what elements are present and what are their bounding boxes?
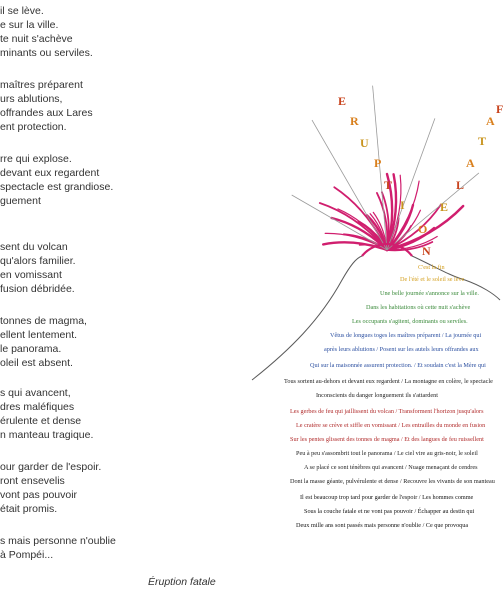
poem-line: ellent lentement. <box>0 329 78 341</box>
calligram-line: C'est la fin <box>418 264 445 271</box>
poem-line: vont pas pouvoir <box>0 489 78 501</box>
title-letter: T <box>384 178 393 192</box>
poem-line: minants ou serviles. <box>0 47 93 59</box>
calligram-line: Dans les habitations où cette nuit s'achève <box>366 304 471 311</box>
poem-line: s mais personne n'oublie <box>0 535 116 547</box>
title-letter: A <box>466 156 475 170</box>
calligram-poem-image <box>250 80 503 540</box>
calligram-line: Peu à peu s'assombrit tout le panorama / Le ciel vire au gris-noir, le soleil <box>296 450 478 457</box>
calligram-line: Il est beaucoup trop tard pour garder de l'espoir / Les hommes comme <box>300 494 474 501</box>
poem-line: à Pompéi... <box>0 549 54 561</box>
calligram-line: Qui sur la maisonnée assurent protection. / Et soudain c'est la Mère qui <box>310 362 486 369</box>
poem-line: urs ablutions, <box>0 93 63 105</box>
poem-line: dres maléfiques <box>0 401 75 413</box>
poem-line: il se lève. <box>0 5 44 17</box>
title-letter: N <box>422 244 431 258</box>
calligram-line: Les occupants s'agitent, dominants ou serviles. <box>352 318 468 325</box>
title-letter: I <box>400 198 405 212</box>
poem-line: sent du volcan <box>0 241 68 253</box>
title-letter: E <box>338 94 347 108</box>
poem-line: our garder de l'espoir. <box>0 461 102 473</box>
calligram-line: Une belle journée s'annonce sur la ville. <box>380 290 479 297</box>
poem-line: n manteau tragique. <box>0 429 94 441</box>
calligram-line: Sur les pentes glissent des tonnes de magma / Et des langues de feu ruissellent <box>290 436 484 443</box>
poem-line: maîtres préparent <box>0 79 83 91</box>
poem-line: érulente et dense <box>0 415 82 427</box>
poem-line: tonnes de magma, <box>0 315 87 327</box>
poem-line: ent protection. <box>0 121 67 133</box>
title-letter: L <box>456 178 465 192</box>
poem-line: était promis. <box>0 503 58 515</box>
calligram-line: De l'été et le soleil se lève <box>400 276 465 283</box>
poem-line: fusion débridée. <box>0 283 75 295</box>
poem-line: s qui avancent, <box>0 387 71 399</box>
calligram-line: après leurs ablutions / Posent sur les autels leurs offrandes aux <box>324 346 479 353</box>
title-letter: P <box>374 156 382 170</box>
calligram-line: Le cratère se crève et siffle en vomissant / Les entrailles du monde en fusion <box>296 422 486 429</box>
title-letter: F <box>496 102 503 116</box>
title-letter: U <box>360 136 369 150</box>
calligram-line: Sous la couche fatale et ne vont pas pouvoir / Échapper au destin qui <box>304 508 475 515</box>
title-letter: R <box>350 114 359 128</box>
poem-line: devant eux regardent <box>0 167 100 179</box>
poem-line: ront ensevelis <box>0 475 65 487</box>
calligram-line: Inconscients du danger longuement ils s'attardent <box>316 392 438 399</box>
poem-line: e sur la ville. <box>0 19 59 31</box>
poem-line: guement <box>0 195 41 207</box>
poem-line: te nuit s'achève <box>0 33 73 45</box>
poem-line: offrandes aux Lares <box>0 107 93 119</box>
poem-line: spectacle est grandiose. <box>0 181 114 193</box>
poem-line: oleil est absent. <box>0 357 73 369</box>
smoke-streak <box>312 120 387 250</box>
poem-line: le panorama. <box>0 343 62 355</box>
eruption-rays <box>292 86 479 251</box>
poem-line: en vomissant <box>0 269 62 281</box>
title-letter: T <box>478 134 487 148</box>
poem-line: rre qui explose. <box>0 153 72 165</box>
calligram-line: Vêtus de longues toges les maîtres préparent / La journée qui <box>330 332 482 339</box>
poem-line: qu'alors familier. <box>0 255 76 267</box>
calligram-line: Tous sortent au-dehors et devant eux regardent / La montagne en colère, le spectacle <box>284 378 493 385</box>
title-letter: E <box>440 200 449 214</box>
calligram-line: A se placé ce sont ténèbres qui avancent / Nuage menaçant de cendres <box>304 464 478 471</box>
title-letter: O <box>418 222 428 236</box>
calligram-line: Dont la masse géante, pulvérulente et dense / Recouvre les vivants de son manteau <box>290 478 495 485</box>
title-letter: A <box>486 114 495 128</box>
image-caption: Éruption fatale <box>148 576 216 588</box>
calligram-line: Les gerbes de feu qui jaillissent du volcan / Transforment l'horizon jusqu'alors <box>290 408 484 415</box>
calligram-line: Deux mille ans sont passés mais personne n'oublie / Ce que provoqua <box>296 522 469 529</box>
